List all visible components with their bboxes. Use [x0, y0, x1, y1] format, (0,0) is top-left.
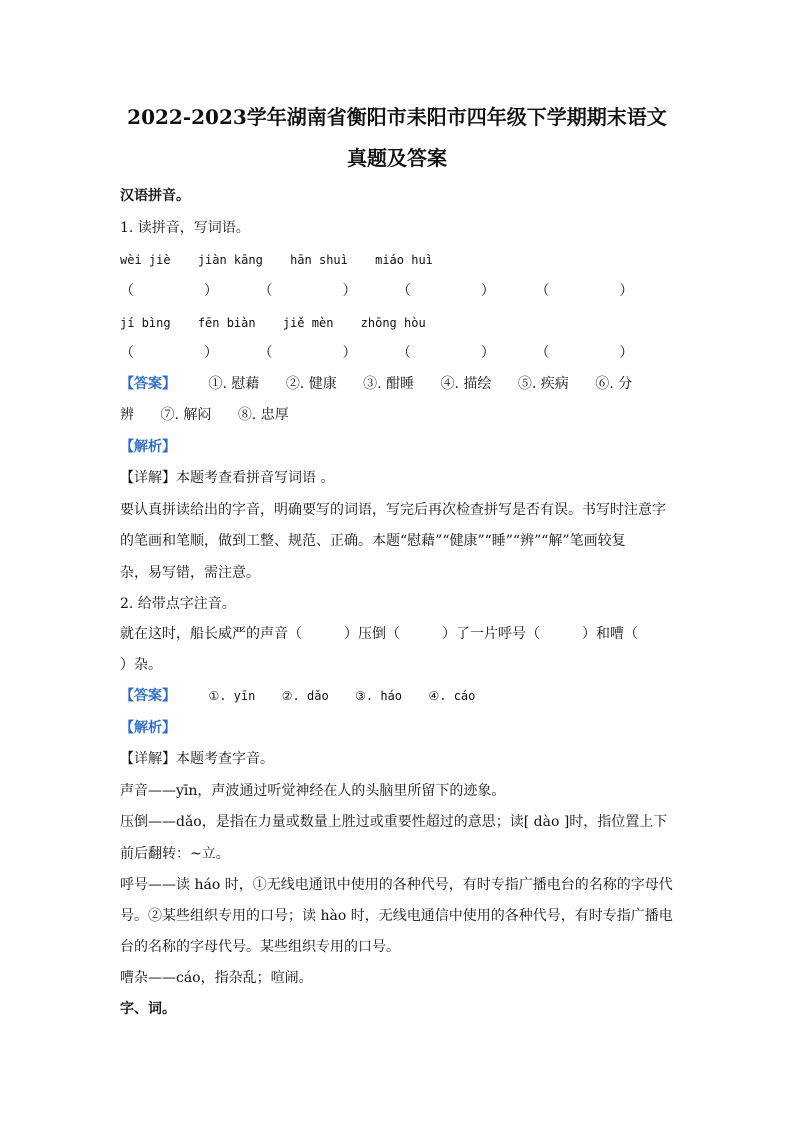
- answer-blank: （ ）: [535, 283, 634, 299]
- q1-detail: 【详解】本题考查看拼音写词语 。: [120, 470, 335, 486]
- q2-explain-6: 台的名称的字母代号。某些组织专用的口号。: [120, 939, 400, 955]
- answer-item: ⑧. 忠厚: [237, 407, 289, 423]
- answer-blank: （ ）: [120, 345, 218, 361]
- q1-explain-line2: 的笔画和笔顺，做到工整、规范、正确。本题“慰藉”“健康”“睡”“辨”“解”笔画较复: [120, 533, 626, 549]
- question-2-stem: 2. 给带点字注音。: [120, 596, 236, 612]
- pinyin-word: wèi jiè: [120, 253, 171, 267]
- blank-row-1: [120, 281, 680, 301]
- section-heading-words: 字、词。: [120, 1001, 176, 1017]
- q2-explain-4: 呼号——读 háo 时，①无线电通讯中使用的各种代号，有时专指广播电台的名称的字母代: [120, 877, 673, 893]
- q1-analysis-tag: 【解析】: [120, 439, 176, 455]
- q2-analysis-tag: 【解析】: [120, 720, 176, 736]
- pinyin-word: zhōng hòu: [360, 316, 426, 330]
- answer-item: ①. 慰藉: [208, 376, 260, 392]
- q2-explain-7: 嘈杂——cáo，指杂乱；喧闹。: [120, 970, 313, 986]
- answer-item: ⑥. 分: [595, 376, 633, 392]
- q1-explain-line3: 杂，易写错，需注意。: [120, 565, 260, 581]
- doc-title-line1: 2022-2023学年湖南省衡阳市耒阳市四年级下学期期末语文: [127, 105, 667, 129]
- q2-sentence-line1: 就在这时，船长威严的声音（ ）压倒（ ）了一片呼号（ ）和嘈（: [120, 626, 638, 642]
- answer-item: ④. cáo: [428, 689, 476, 703]
- doc-title-line2: 真题及答案: [347, 146, 447, 170]
- answer-item: ④. 描绘: [440, 376, 492, 392]
- q2-explain-5: 号。②某些组织专用的口号；读 hào 时，无线电通信中使用的各种代号，有时专指广播电: [120, 908, 673, 924]
- pinyin-word: fēn biàn: [197, 316, 256, 330]
- answer-blank: （ ）: [258, 345, 357, 361]
- answer-item: ⑦. 解闷: [160, 407, 212, 423]
- answer-item: 辨: [120, 407, 134, 423]
- pinyin-row-1: [120, 250, 680, 270]
- pinyin-word: hān shuì: [290, 253, 348, 267]
- answer-item: ③. 酣睡: [363, 376, 415, 392]
- pinyin-word: miáo huì: [375, 253, 433, 267]
- q2-sentence-line2: ）杂。: [120, 657, 162, 673]
- blank-row-2: [120, 343, 680, 363]
- answer-tag: 【答案】: [120, 688, 176, 704]
- answer-item: ⑤. 疾病: [517, 376, 569, 392]
- q1-explain-line1: 要认真拼读给出的字音，明确要写的词语，写完后再次检查拼写是否有误。书写时注意字: [120, 502, 666, 518]
- pinyin-word: jiàn kāng: [197, 253, 263, 267]
- section-heading-pinyin: 汉语拼音。: [120, 188, 190, 204]
- answer-blank: （ ）: [535, 345, 634, 361]
- answer-item: ③. háo: [355, 689, 403, 703]
- q1-answer-line1: [120, 374, 680, 394]
- q2-explain-3: 前后翻转：~立。: [120, 846, 230, 862]
- q2-explain-1: 声音——yīn，声波通过听觉神经在人的头脑里所留下的迹象。: [120, 783, 506, 799]
- q2-explain-2: 压倒——dǎo，是指在力量或数量上胜过或重要性超过的意思；读[ dào ]时，指位置上下: [120, 814, 668, 830]
- answer-item: ②. 健康: [285, 376, 337, 392]
- pinyin-word: jiě mèn: [282, 316, 334, 330]
- answer-item: ②. dǎo: [281, 689, 329, 703]
- answer-blank: （ ）: [396, 345, 495, 361]
- answer-blank: （ ）: [120, 283, 218, 299]
- answer-blank: （ ）: [258, 283, 357, 299]
- pinyin-row-2: [120, 313, 680, 333]
- question-1-stem: 1. 读拼音，写词语。: [120, 220, 250, 236]
- q2-answer-line: [120, 686, 680, 706]
- q1-answer-line2: [120, 405, 680, 425]
- answer-item: ①. yīn: [208, 689, 256, 703]
- pinyin-word: jí bìng: [120, 316, 171, 330]
- q2-detail: 【详解】本题考查字音。: [120, 751, 274, 767]
- answer-tag: 【答案】: [120, 376, 176, 392]
- answer-blank: （ ）: [396, 283, 495, 299]
